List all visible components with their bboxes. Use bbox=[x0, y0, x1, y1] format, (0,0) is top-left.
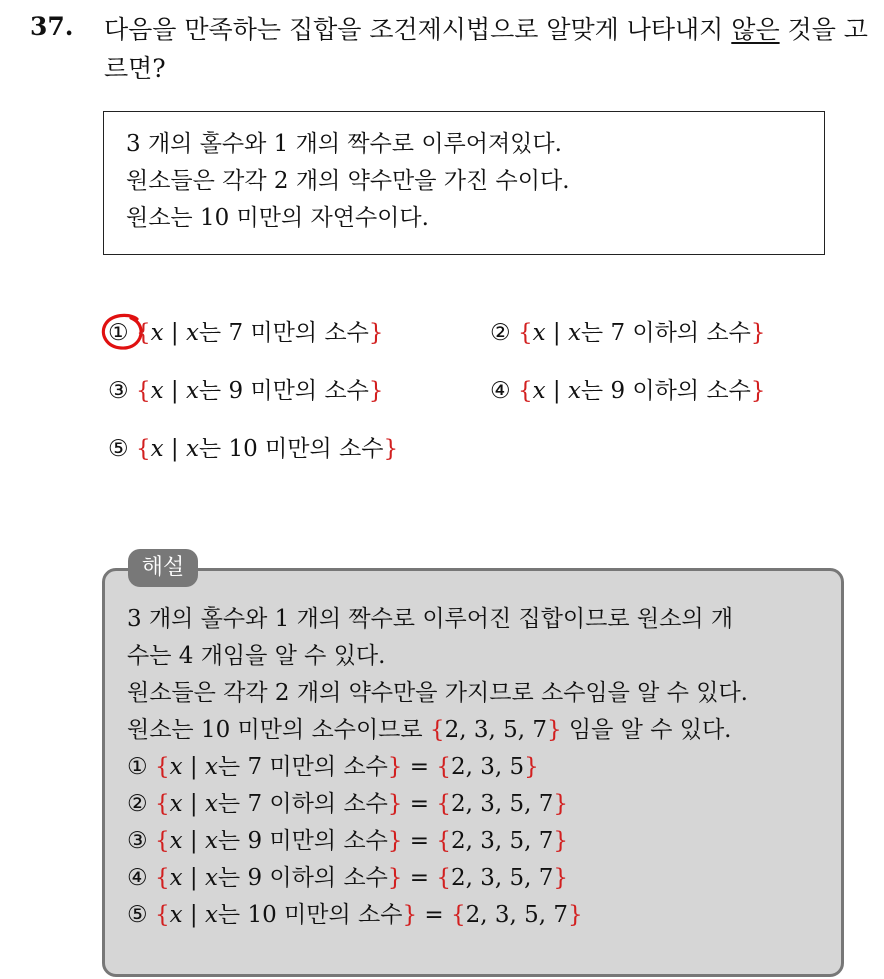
question-text-before: 다음을 만족하는 집합을 조건제시법으로 알맞게 나타내지 bbox=[104, 15, 732, 44]
solution-result-line: ② {x | x는 7 이하의 소수} = {2, 3, 5, 7} bbox=[127, 791, 569, 817]
condition-line: 원소는 10 미만의 자연수이다. bbox=[126, 205, 429, 231]
option-number: ⑤ bbox=[108, 436, 129, 462]
option-text: 는 7 미만의 소수 bbox=[198, 320, 369, 346]
option-3[interactable]: ③ {x | x는 9 미만의 소수} bbox=[108, 378, 384, 404]
option-number: ④ bbox=[490, 378, 511, 404]
option-number: ② bbox=[490, 320, 511, 346]
option-text: 는 7 이하의 소수 bbox=[580, 320, 751, 346]
condition-line: 원소들은 각각 2 개의 약수만을 가진 수이다. bbox=[126, 168, 570, 194]
solution-result-line: ① {x | x는 7 미만의 소수} = {2, 3, 5} bbox=[127, 754, 539, 780]
option-5[interactable]: ⑤ {x | x는 10 미만의 소수} bbox=[108, 436, 399, 462]
option-2[interactable]: ② {x | x는 7 이하의 소수} bbox=[490, 320, 766, 346]
solution-result-line: ③ {x | x는 9 미만의 소수} = {2, 3, 5, 7} bbox=[127, 828, 569, 854]
option-number: ① bbox=[108, 320, 129, 346]
option-text: 는 9 미만의 소수 bbox=[198, 378, 369, 404]
solution-line: 수는 4 개임을 알 수 있다. bbox=[127, 643, 386, 669]
question-text bbox=[104, 10, 874, 88]
solution-result-line: ⑤ {x | x는 10 미만의 소수} = {2, 3, 5, 7} bbox=[127, 902, 583, 928]
option-text: 는 10 미만의 소수 bbox=[198, 436, 384, 462]
option-1[interactable]: ① {x | x는 7 미만의 소수} bbox=[108, 320, 384, 346]
solution-label: 해설 bbox=[128, 549, 198, 587]
question-text-underlined: 않은 bbox=[731, 15, 780, 44]
solution-line: 원소들은 각각 2 개의 약수만을 가지므로 소수임을 알 수 있다. bbox=[127, 680, 748, 706]
option-number: ③ bbox=[108, 378, 129, 404]
question-text-after: 것을 고르면? bbox=[104, 15, 868, 83]
question-number: 37. bbox=[30, 12, 74, 41]
solution-box bbox=[102, 568, 844, 977]
condition-box bbox=[103, 111, 825, 255]
solution-line: 3 개의 홀수와 1 개의 짝수로 이루어진 집합이므로 원소의 개 bbox=[127, 606, 734, 632]
solution-line: 원소는 10 미만의 소수이므로 {2, 3, 5, 7} 임을 알 수 있다. bbox=[127, 717, 732, 743]
option-4[interactable]: ④ {x | x는 9 이하의 소수} bbox=[490, 378, 766, 404]
condition-line: 3 개의 홀수와 1 개의 짝수로 이루어져있다. bbox=[126, 131, 562, 157]
solution-result-line: ④ {x | x는 9 이하의 소수} = {2, 3, 5, 7} bbox=[127, 865, 569, 891]
option-text: 는 9 이하의 소수 bbox=[580, 378, 751, 404]
